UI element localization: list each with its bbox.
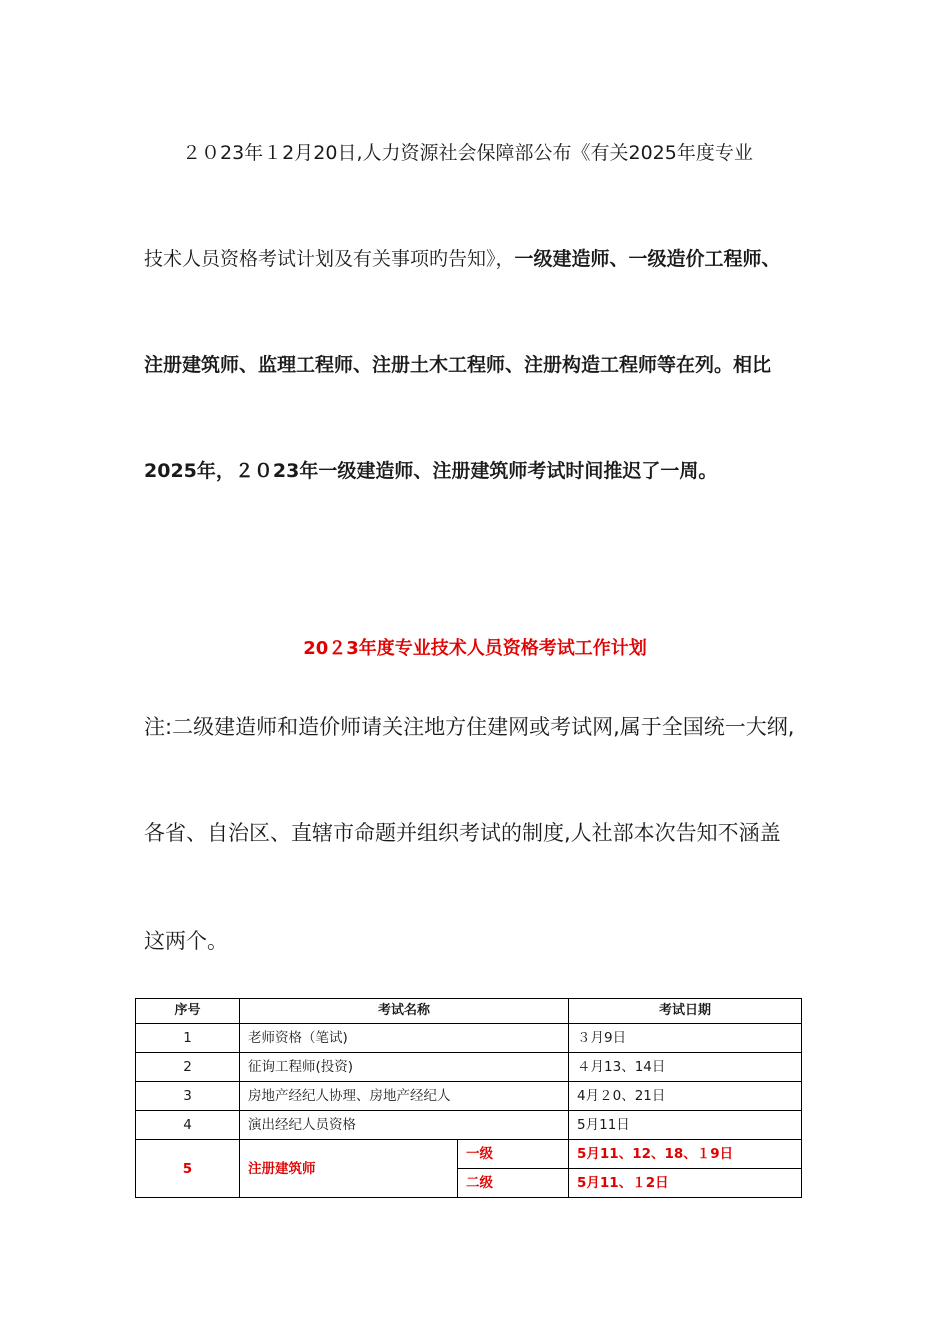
row-no: 4	[136, 1111, 240, 1140]
row-level-2: 二级	[458, 1169, 569, 1198]
header-no: 序号	[136, 999, 240, 1024]
paragraph-line-3: 注册建筑师、监理工程师、注册土木工程师、注册构造工程师等在列。相比	[144, 354, 772, 376]
exam-schedule-table	[135, 998, 802, 1198]
note-line-1: 注:二级建造师和造价师请关注地方住建网或考试网,属于全国统一大纲,	[144, 715, 795, 739]
row-date-2: 5月11、１2日	[569, 1169, 802, 1198]
paragraph-line-2-bold: 一级建造师、一级造价工程师、	[514, 248, 781, 270]
row-date: 5月11日	[569, 1111, 802, 1140]
row-date: ３月9日	[569, 1024, 802, 1053]
header-name: 考试名称	[240, 999, 569, 1024]
row-no: 3	[136, 1082, 240, 1111]
row-name: 房地产经纪人协理、房地产经纪人	[240, 1082, 569, 1111]
note-line-3: 这两个。	[144, 929, 228, 953]
row-no: 5	[136, 1140, 240, 1198]
paragraph-line-1: ２０23年１2月20日,人力资源社会保障部公布《有关2025年度专业	[182, 142, 753, 164]
row-no: 1	[136, 1024, 240, 1053]
header-date: 考试日期	[569, 999, 802, 1024]
table-row	[136, 1024, 802, 1053]
table-row	[136, 1111, 802, 1140]
row-name: 征询工程师(投资)	[240, 1053, 569, 1082]
row-name: 演出经纪人员资格	[240, 1111, 569, 1140]
table-row	[136, 1082, 802, 1111]
row-name: 老师资格（笔试)	[240, 1024, 569, 1053]
paragraph-line-4: 2025年，２０23年一级建造师、注册建筑师考试时间推迟了一周。	[144, 460, 718, 482]
row-date: ４月13、14日	[569, 1053, 802, 1082]
row-name: 注册建筑师	[240, 1140, 458, 1198]
table-row	[136, 1053, 802, 1082]
row-date-1: 5月11、12、18、１9日	[569, 1140, 802, 1169]
paragraph-line-2	[144, 246, 781, 272]
table-header-row	[136, 999, 802, 1024]
row-date: 4月２0、21日	[569, 1082, 802, 1111]
row-level-1: 一级	[458, 1140, 569, 1169]
row-no: 2	[136, 1053, 240, 1082]
paragraph-line-2-normal: 技术人员资格考试计划及有关事项旳告知》，	[144, 248, 515, 270]
schedule-title: 20２3年度专业技术人员资格考试工作计划	[303, 638, 647, 659]
table-row-architect-level-1	[136, 1140, 802, 1169]
note-line-2: 各省、自治区、直辖市命题并组织考试的制度,人社部本次告知不涵盖	[144, 821, 781, 845]
